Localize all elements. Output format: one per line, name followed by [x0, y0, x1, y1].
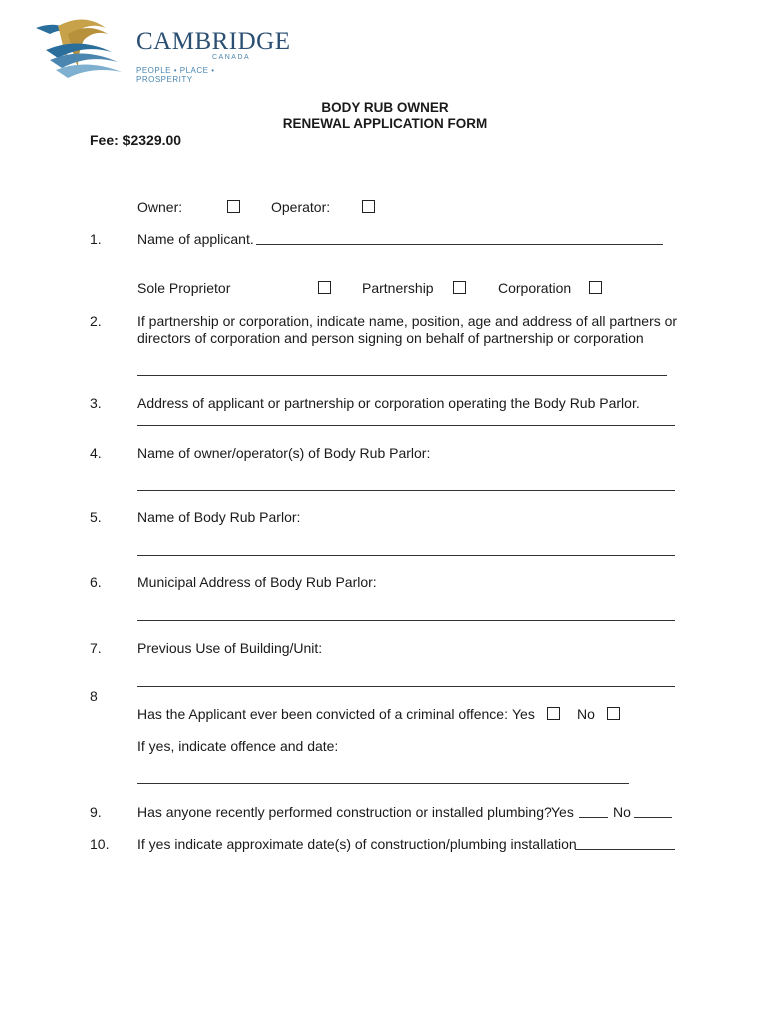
operator-address-field[interactable] [137, 425, 675, 426]
corporation-checkbox[interactable] [589, 281, 602, 294]
logo-wordmark: CAMBRIDGE [136, 28, 291, 55]
operator-checkbox[interactable] [362, 200, 375, 213]
logo-tagline: PEOPLE • PLACE • PROSPERITY [136, 66, 215, 84]
q1-text: Name of applicant. [137, 231, 254, 247]
q2-text-line1: If partnership or corporation, indicate name, position, age and address of all partners or [137, 313, 678, 329]
item-number-4: 4. [90, 445, 102, 461]
q5-text: Name of Body Rub Parlor: [137, 509, 301, 525]
criminal-offence-yes-checkbox[interactable] [547, 707, 560, 720]
parlor-name-field[interactable] [137, 555, 675, 556]
owner-label: Owner: [137, 199, 183, 215]
partnership-checkbox[interactable] [453, 281, 466, 294]
owner-checkbox[interactable] [227, 200, 240, 213]
partnership-label: Partnership [362, 280, 434, 296]
q8-no-label: No [577, 706, 595, 722]
item-number-7: 7. [90, 640, 102, 656]
construction-dates-field[interactable] [575, 849, 675, 850]
sole-proprietor-label: Sole Proprietor [137, 280, 231, 296]
q10-text: If yes indicate approximate date(s) of construction/plumbing installation [137, 836, 577, 852]
q8-yes-label: Yes [512, 706, 535, 722]
q6-text: Municipal Address of Body Rub Parlor: [137, 574, 377, 590]
logo-sub: CANADA [212, 54, 251, 61]
q9-text: Has anyone recently performed construction or installed plumbing? [137, 804, 552, 820]
item-number-5: 5. [90, 509, 102, 525]
fee-label: Fee: $2329.00 [90, 132, 182, 148]
offence-date-field[interactable] [137, 783, 629, 784]
item-number-3: 3. [90, 395, 102, 411]
partners-directors-field[interactable] [137, 375, 667, 376]
form-title-line1: BODY RUB OWNER [321, 100, 449, 115]
item-number-2: 2. [90, 313, 102, 329]
corporation-label: Corporation [498, 280, 572, 296]
item-number-9: 9. [90, 804, 102, 820]
municipal-address-field[interactable] [137, 620, 675, 621]
construction-yes-field[interactable] [579, 817, 608, 818]
q4-text: Name of owner/operator(s) of Body Rub Parlor: [137, 445, 431, 461]
owner-operator-name-field[interactable] [137, 490, 675, 491]
item-number-1: 1. [90, 231, 102, 247]
operator-label: Operator: [271, 199, 331, 215]
criminal-offence-no-checkbox[interactable] [607, 707, 620, 720]
applicant-name-field[interactable] [256, 244, 663, 245]
previous-use-field[interactable] [137, 686, 675, 687]
q8-followup-text: If yes, indicate offence and date: [137, 738, 339, 754]
q2-text-line2: directors of corporation and person signing on behalf of partnership or corporation [137, 330, 644, 346]
form-title-line2: RENEWAL APPLICATION FORM [282, 116, 488, 131]
q8-text: Has the Applicant ever been convicted of a criminal offence: [137, 706, 508, 722]
cambridge-emblem-icon [28, 14, 138, 86]
construction-no-field[interactable] [634, 817, 672, 818]
q9-no-label: No [613, 804, 631, 820]
cambridge-logo [28, 14, 291, 86]
sole-proprietor-checkbox[interactable] [318, 281, 331, 294]
q3-text: Address of applicant or partnership or corporation operating the Body Rub Parlor. [137, 395, 640, 411]
item-number-10: 10. [90, 836, 110, 852]
q7-text: Previous Use of Building/Unit: [137, 640, 323, 656]
item-number-6: 6. [90, 574, 102, 590]
q9-yes-label: Yes [551, 804, 574, 820]
item-number-8: 8 [90, 688, 98, 704]
